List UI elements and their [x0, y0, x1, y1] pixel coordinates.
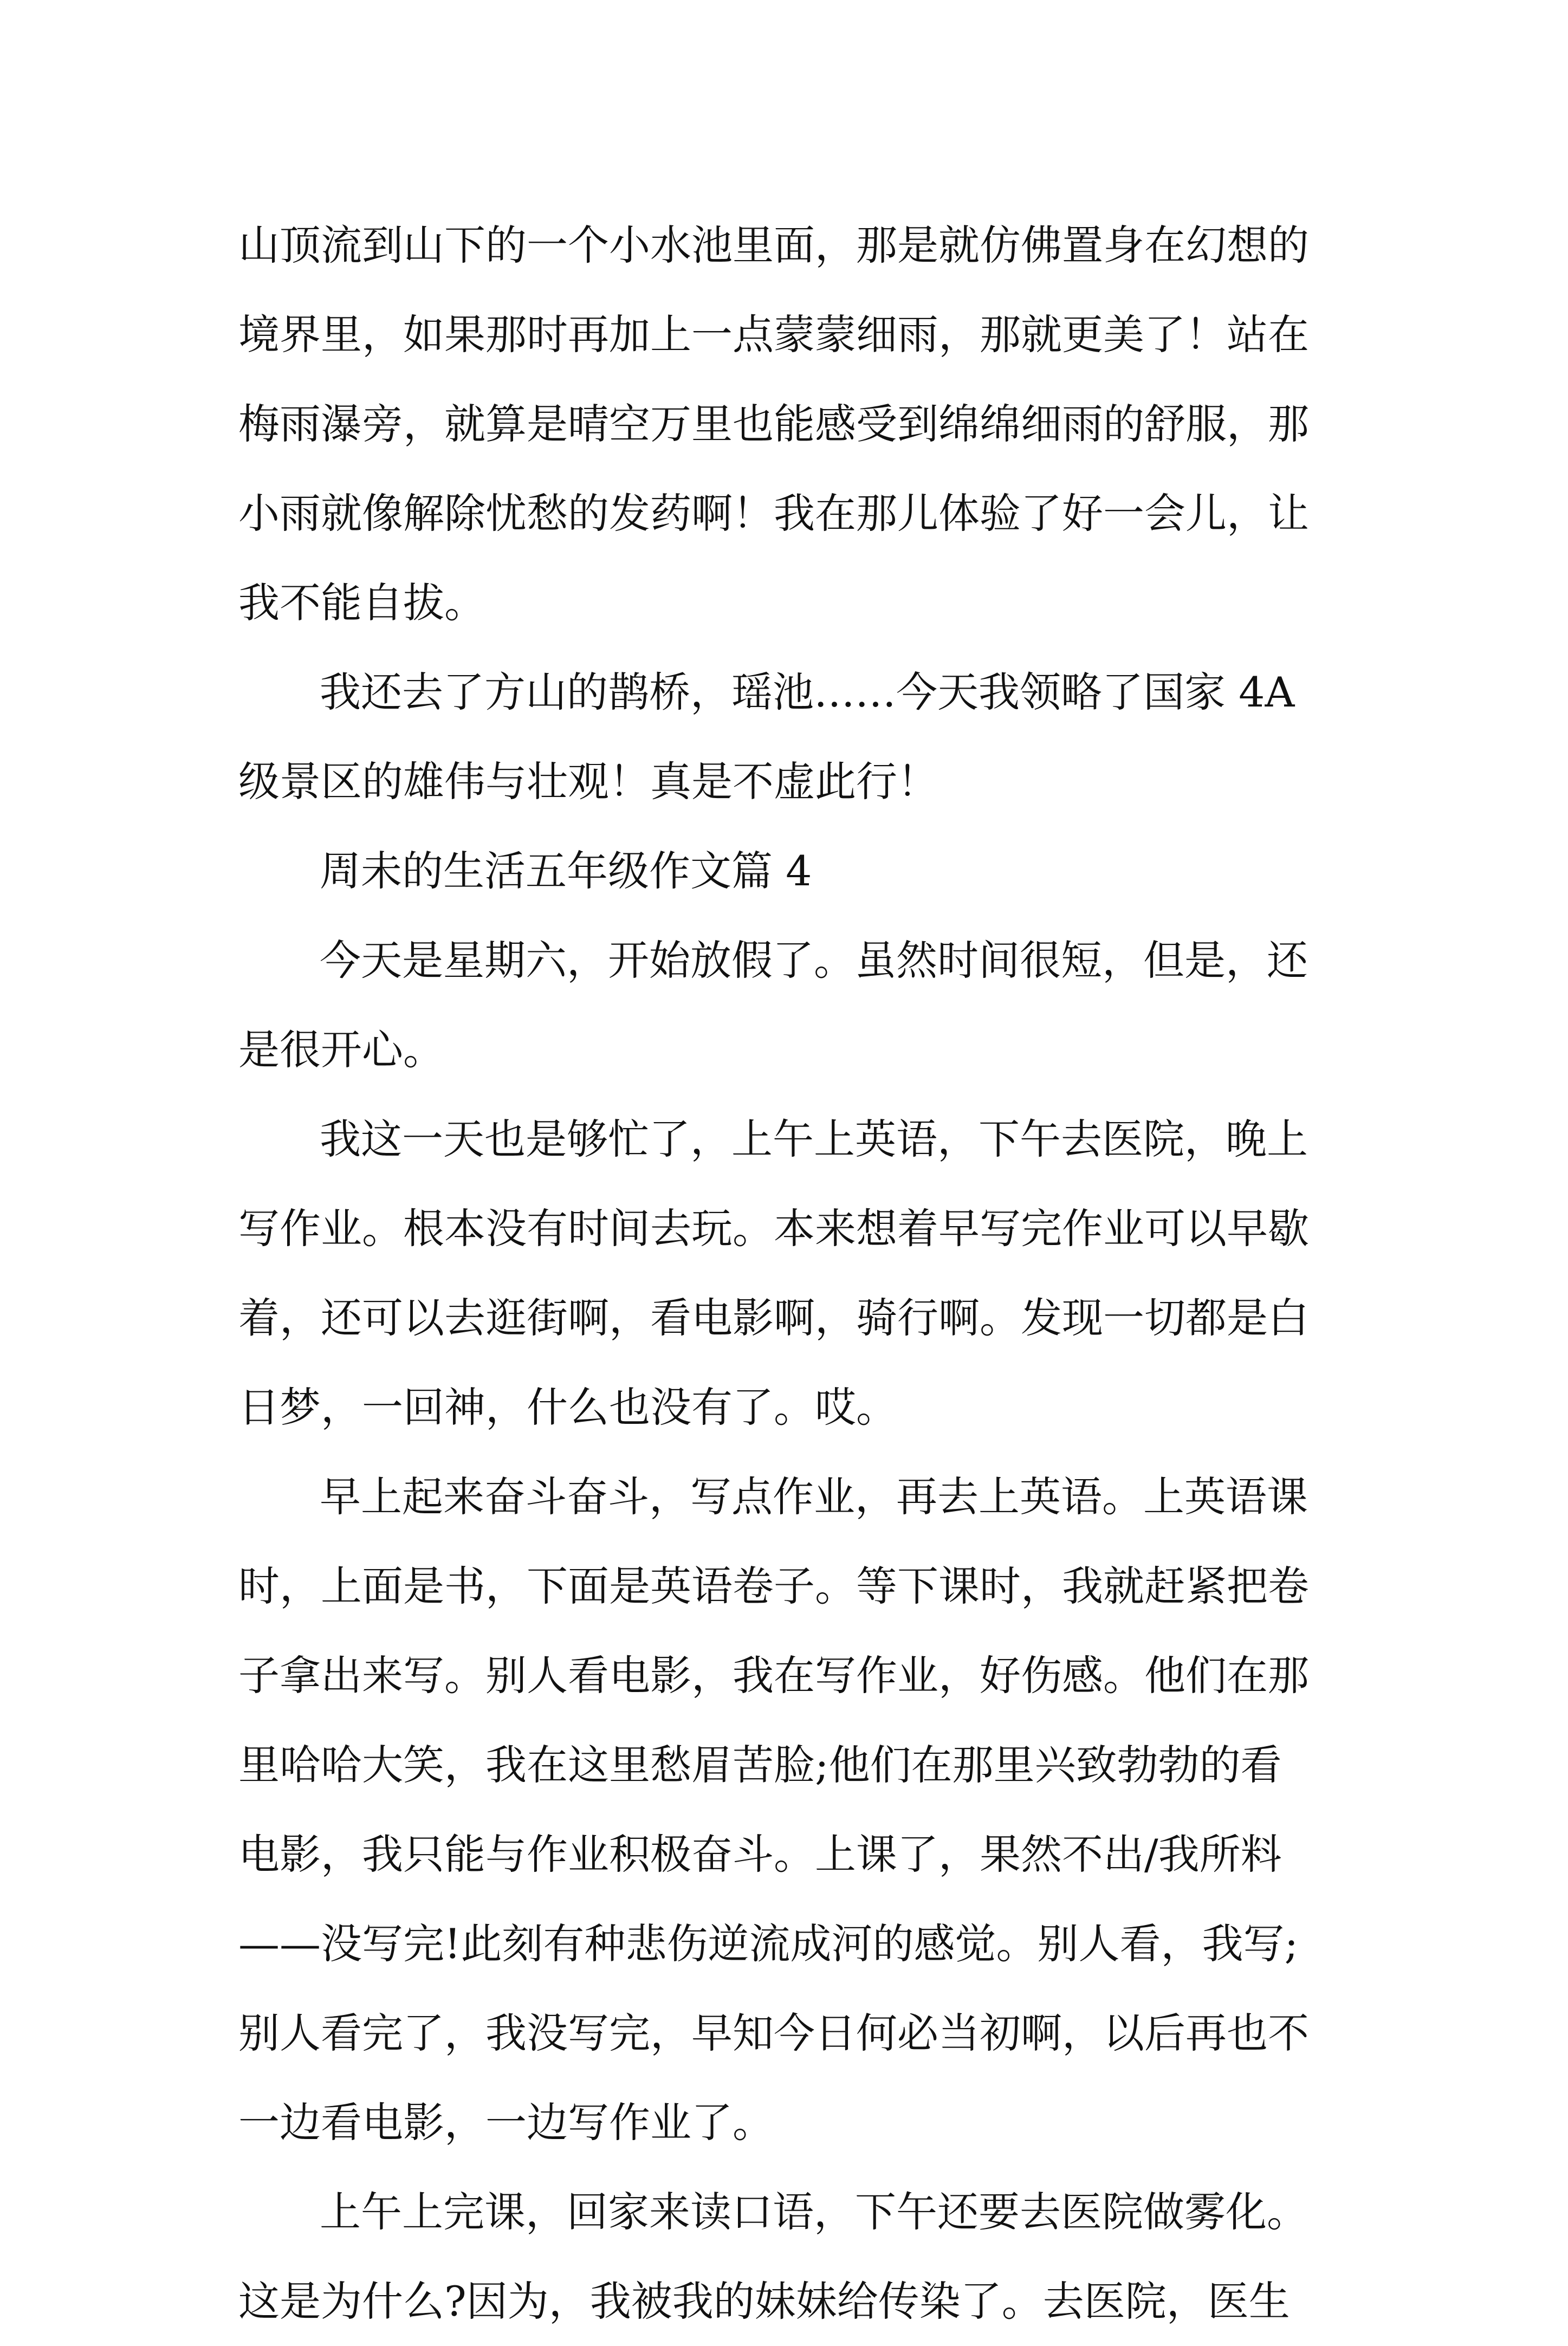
text-line-21: 别人看完了，我没写完，早知今日何必当初啊，以后再也不: [238, 2009, 1309, 2057]
text-line-13: 着，还可以去逛街啊，看电影啊，骑行啊。发现一切都是白: [238, 1294, 1309, 1342]
text-line-17: 子拿出来写。别人看电影，我在写作业，好伤感。他们在那: [238, 1651, 1309, 1700]
text-line-20: ——没写完!此刻有种悲伤逆流成河的感觉。别人看，我写;: [238, 1920, 1299, 1968]
text-line-5: 我不能自拔。: [238, 579, 485, 627]
text-line-24: 这是为什么?因为，我被我的妹妹给传染了。去医院，医生: [238, 2277, 1290, 2325]
text-line-18: 里哈哈大笑，我在这里愁眉苦脸;他们在那里兴致勃勃的看: [238, 1741, 1282, 1789]
text-line-6: 我还去了方山的鹊桥，瑶池……今天我领略了国家 4A: [320, 668, 1295, 716]
text-line-2: 境界里，如果那时再加上一点蒙蒙细雨，那就更美了！站在: [238, 310, 1309, 359]
text-line-19: 电影，我只能与作业积极奋斗。上课了，果然不出/我所料: [238, 1830, 1282, 1878]
text-line-15: 早上起来奋斗奋斗，写点作业，再去上英语。上英语课: [320, 1473, 1308, 1521]
text-line-14: 日梦，一回神，什么也没有了。哎。: [238, 1383, 897, 1431]
text-line-9: 今天是星期六，开始放假了。虽然时间很短，但是，还: [320, 936, 1308, 984]
text-line-1: 山顶流到山下的一个小水池里面，那是就仿佛置身在幻想的: [238, 221, 1309, 269]
text-line-23: 上午上完课，回家来读口语，下午还要去医院做雾化。: [320, 2188, 1308, 2236]
text-line-7: 级景区的雄伟与壮观！真是不虚此行！: [238, 757, 938, 806]
text-line-12: 写作业。根本没有时间去玩。本来想着早写完作业可以早歇: [238, 1204, 1309, 1253]
text-line-11: 我这一天也是够忙了，上午上英语，下午去医院，晚上: [320, 1115, 1308, 1163]
text-line-22: 一边看电影，一边写作业了。: [238, 2098, 774, 2147]
document-body: [238, 200, 1368, 2346]
text-line-3: 梅雨瀑旁，就算是晴空万里也能感受到绵绵细雨的舒服，那: [238, 400, 1309, 448]
section-heading: 周未的生活五年级作文篇 4: [320, 847, 812, 895]
text-line-10: 是很开心。: [238, 1026, 444, 1074]
text-line-4: 小雨就像解除忧愁的发药啊！我在那儿体验了好一会儿，让: [238, 489, 1309, 537]
text-line-16: 时，上面是书，下面是英语卷子。等下课时，我就赶紧把卷: [238, 1562, 1309, 1610]
